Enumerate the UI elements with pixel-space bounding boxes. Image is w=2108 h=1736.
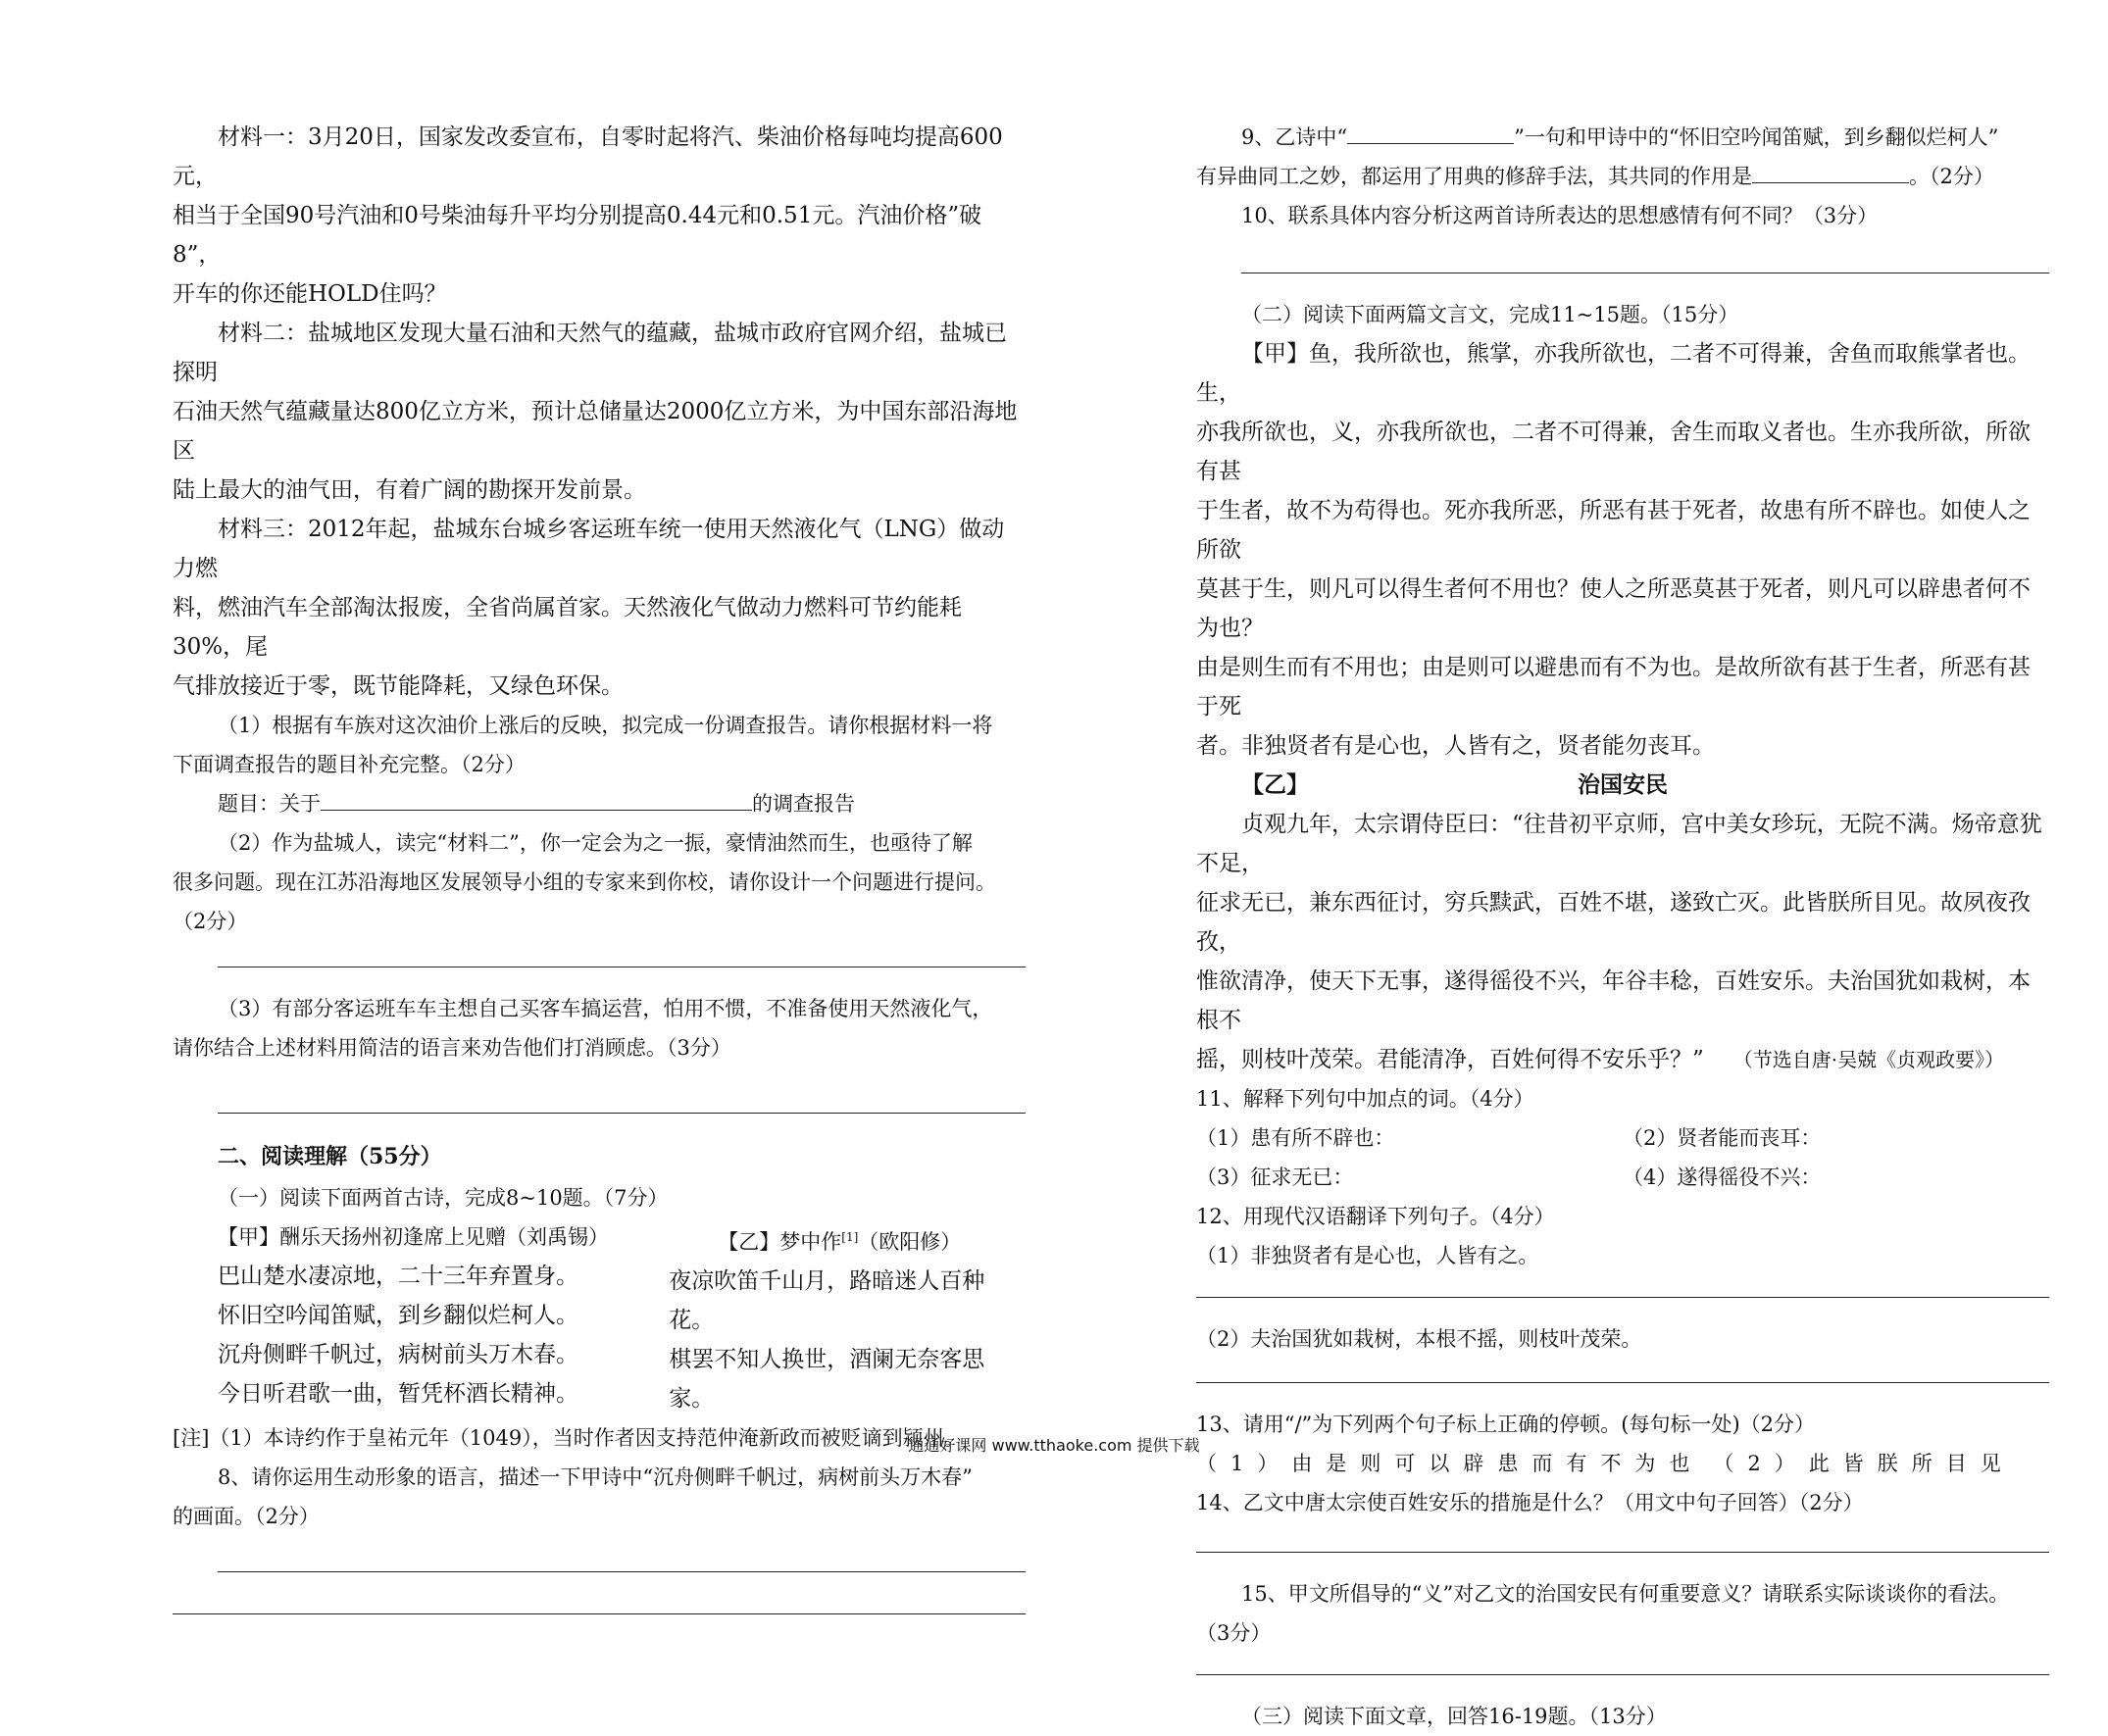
passage-b-source: （节选自唐·吴兢《贞观政要》） bbox=[1742, 1048, 2005, 1071]
reading-1-intro: （一）阅读下面两首古诗，完成8~10题。（7分） bbox=[218, 1186, 669, 1210]
poem-b-title bbox=[669, 1217, 1026, 1262]
q9-score: 。（2分） bbox=[1909, 165, 1994, 188]
answer-line[interactable] bbox=[1196, 1532, 2049, 1553]
section-2-heading: 二、阅读理解（55分） bbox=[218, 1144, 442, 1169]
answer-line[interactable] bbox=[173, 1594, 1026, 1614]
q12-item-1: （1）非独贤者有是心也，人皆有之。 bbox=[1196, 1244, 1539, 1267]
answer-line[interactable] bbox=[1241, 253, 2049, 273]
reading-2-intro: （二）阅读下面两篇文言文，完成11~15题。（15分） bbox=[1241, 303, 1739, 326]
passage-b-line: 贞观九年，太宗谓侍臣曰：“往昔初平京师，宫中美女珍玩，无院不满。炀帝意犹不足， bbox=[1196, 812, 2042, 876]
material-1-line-3: 开车的你还能HOLD住吗？ bbox=[173, 281, 447, 307]
poem-a-title: 【甲】酬乐天扬州初逢席上见赠（刘禹锡） bbox=[218, 1225, 609, 1249]
poem-a-line: 怀旧空吟闻笛赋，到乡翻似烂柯人。 bbox=[218, 1303, 578, 1328]
question-8-line-2: 的画面。（2分） bbox=[173, 1505, 320, 1528]
answer-line[interactable] bbox=[1196, 1655, 2049, 1675]
question-15-line-2: （3分） bbox=[1196, 1621, 1272, 1645]
question-11: 11、解释下列句中加点的词。（4分） bbox=[1196, 1087, 1534, 1111]
question-8-line-1: 8、请你运用生动形象的语言，描述一下甲诗中“沉舟侧畔千帆过，病树前头万木春” bbox=[218, 1465, 973, 1489]
passage-b-line: 征求无已，兼东西征讨，穷兵黩武，百姓不堪，遂致亡灭。此皆朕所目见。故夙夜孜孜， bbox=[1196, 890, 2031, 955]
question-3-line-2: 请你结合上述材料用简洁的语言来劝告他们打消顾虑。（3分） bbox=[173, 1036, 731, 1060]
question-12: 12、用现代汉语翻译下列句子。（4分） bbox=[1196, 1205, 1555, 1228]
q13-item-2: （2）此皆朕所目见 bbox=[1713, 1452, 2015, 1475]
question-14: 14、乙文中唐太宗使百姓安乐的措施是什么？（用文中句子回答）（2分） bbox=[1196, 1491, 1864, 1514]
answer-line[interactable] bbox=[218, 947, 1026, 967]
left-column bbox=[173, 118, 1026, 1636]
reading-3-intro: （三）阅读下面文章，回答16-19题。（13分） bbox=[1241, 1705, 1667, 1728]
answer-line[interactable] bbox=[218, 1093, 1026, 1114]
question-15-line-1: 15、甲文所倡导的“义”对乙文的治国安民有何重要意义？请联系实际谈谈你的看法。 bbox=[1241, 1582, 2010, 1606]
material-3-line-3: 气排放接近于零，既节能降耗，又绿色环保。 bbox=[173, 673, 624, 699]
material-2-line-3: 陆上最大的油气田，有着广阔的勘探开发前景。 bbox=[173, 477, 646, 503]
question-2-line-1: （2）作为盐城人，读完“材料二”，你一定会为之一振，豪情油然而生，也亟待了解 bbox=[218, 831, 973, 855]
q9-blank-1[interactable] bbox=[1347, 124, 1514, 144]
passage-a-line: 者。非独贤者有是心也，人皆有之，贤者能勿丧耳。 bbox=[1196, 733, 1715, 759]
right-column bbox=[1196, 118, 2049, 1736]
q9-blank-2[interactable] bbox=[1752, 163, 1909, 183]
material-3-line-2: 料，燃油汽车全部淘汰报废，全省尚属首家。天然液化气做动力燃料可节约能耗30%，尾 bbox=[173, 595, 962, 660]
material-3-line-1: 材料三：2012年起，盐城东台城乡客运班车统一使用天然液化气（LNG）做动力燃 bbox=[173, 517, 1005, 581]
material-1-line-2: 相当于全国90号汽油和0号柴油每升平均分别提高0.44元和0.51元。汽油价格”破8”， bbox=[173, 203, 982, 268]
answer-line[interactable] bbox=[218, 1552, 1026, 1572]
question-2-line-3: （2分） bbox=[173, 910, 248, 933]
question-9-line-2 bbox=[1196, 157, 2049, 196]
title-prefix: 题目：关于 bbox=[218, 792, 321, 816]
poem-b-line: 棋罢不知人换世，酒阑无奈客思家。 bbox=[669, 1347, 985, 1412]
material-2-line-2: 石油天然气蕴藏量达800亿立方米，预计总储量达2000亿立方米，为中国东部沿海地区 bbox=[173, 399, 1018, 464]
passage-b-title: 治国安民 bbox=[1578, 771, 1668, 798]
poem-b bbox=[669, 1217, 1026, 1418]
q12-item-2: （2）夫治国犹如栽树，本根不摇，则枝叶茂荣。 bbox=[1196, 1327, 1642, 1351]
passage-a-line: 莫甚于生，则凡可以得生者何不用也？使人之所恶莫甚于死者，则凡可以辟患者何不为也？ bbox=[1196, 576, 2031, 641]
q9-line2-text: 有异曲同工之妙，都运用了用典的修辞手法，其共同的作用是 bbox=[1196, 165, 1752, 188]
question-1-line-2: 下面调查报告的题目补充完整。（2分） bbox=[173, 753, 526, 776]
question-11-items bbox=[1196, 1118, 2049, 1158]
passage-b-line-last bbox=[1196, 1040, 2049, 1079]
title-answer-blank[interactable] bbox=[321, 790, 752, 811]
title-suffix: 的调查报告 bbox=[752, 792, 855, 816]
question-2-line-2: 很多问题。现在江苏沿海地区发展领导小组的专家来到你校，请你设计一个问题进行提问。 bbox=[173, 870, 996, 894]
q11-item-1: （1）患有所不辟也： bbox=[1196, 1126, 1395, 1150]
q11-item-2: （2）贤者能而丧耳： bbox=[1623, 1126, 1822, 1150]
footnote-mark: [1] bbox=[841, 1230, 859, 1244]
question-10: 10、联系具体内容分析这两首诗所表达的思想感情有何不同？（3分） bbox=[1241, 204, 1879, 227]
passage-a-line: 【甲】鱼，我所欲也，熊掌，亦我所欲也，二者不可得兼，舍鱼而取熊掌者也。生， bbox=[1196, 341, 2031, 406]
q9-suffix: ”一句和甲诗中的“怀旧空吟闻笛赋，到乡翻似烂柯人” bbox=[1514, 125, 1999, 149]
poem-b-line: 夜凉吹笛千山月，路暗迷人百种花。 bbox=[669, 1268, 985, 1333]
q11-item-4: （4）遂得徭役不兴： bbox=[1623, 1166, 1822, 1189]
passage-b-label: 【乙】 bbox=[1241, 771, 1309, 798]
material-1-line-1: 材料一：3月20日，国家发改委宣布，自零时起将汽、柴油价格每吨均提高600元， bbox=[173, 124, 1003, 189]
q9-prefix: 9、乙诗中“ bbox=[1241, 125, 1348, 149]
q11-item-3: （3）征求无已： bbox=[1196, 1166, 1354, 1189]
passage-b-line: 摇，则枝叶茂荣。君能清净，百姓何得不安乐乎？” bbox=[1196, 1047, 1704, 1072]
question-11-items bbox=[1196, 1158, 2049, 1197]
poem-a-line: 今日听君歌一曲，暂凭杯酒长精神。 bbox=[218, 1381, 578, 1407]
question-13: 13、请用“/”为下列两个句子标上正确的停顿。(每句标一处)（2分） bbox=[1196, 1413, 1816, 1436]
question-1-title-line bbox=[173, 784, 1026, 823]
passage-a-line: 由是则生而有不用也；由是则可以避患而有不为也。是故所欲有甚于生者，所恶有甚于死 bbox=[1196, 655, 2031, 719]
poems bbox=[218, 1217, 1026, 1418]
poem-b-author: （欧阳修） bbox=[858, 1230, 962, 1254]
q13-item-1: （1）由是则可以辟患而有不为也 bbox=[1196, 1452, 1704, 1475]
material-2-line-1: 材料二：盐城地区发现大量石油和天然气的蕴藏，盐城市政府官网介绍，盐城已探明 bbox=[173, 321, 1007, 385]
poem-b-title-text: 【乙】梦中作 bbox=[718, 1230, 842, 1254]
answer-line[interactable] bbox=[1196, 1277, 2049, 1298]
answer-line[interactable] bbox=[1196, 1363, 2049, 1383]
passage-b-heading bbox=[1196, 766, 2049, 805]
passage-a-line: 亦我所欲也，义，亦我所欲也，二者不可得兼，舍生而取义者也。生亦我所欲，所欲有甚 bbox=[1196, 420, 2031, 484]
poem-a-line: 沉舟侧畔千帆过，病树前头万木春。 bbox=[218, 1342, 578, 1367]
poem-note: [注]（1）本诗约作于皇祐元年（1049），当时作者因支持范仲淹新政而被贬谪到颍州。 bbox=[173, 1426, 965, 1450]
passage-b-line: 惟欲清净，使天下无事，遂得徭役不兴，年谷丰稔，百姓安乐。夫治国犹如栽树，本根不 bbox=[1196, 968, 2031, 1033]
passage-a-line: 于生者，故不为苟得也。死亦我所恶，所恶有甚于死者，故患有所不辟也。如使人之所欲 bbox=[1196, 498, 2031, 563]
question-1-line-1: （1）根据有车族对这次油价上涨后的反映，拟完成一份调查报告。请你根据材料一将 bbox=[218, 714, 993, 737]
question-3-line-1: （3）有部分客运班车车主想自己买客车搞运营，怕用不惯，不准备使用天然液化气， bbox=[218, 997, 993, 1020]
poem-a-line: 巴山楚水凄凉地，二十三年弃置身。 bbox=[218, 1264, 578, 1289]
question-9-line-1 bbox=[1196, 118, 2049, 157]
poem-a bbox=[218, 1217, 649, 1418]
page-footer: 通通好课网 www.tthaoke.com 提供下载 bbox=[908, 1436, 1200, 1455]
